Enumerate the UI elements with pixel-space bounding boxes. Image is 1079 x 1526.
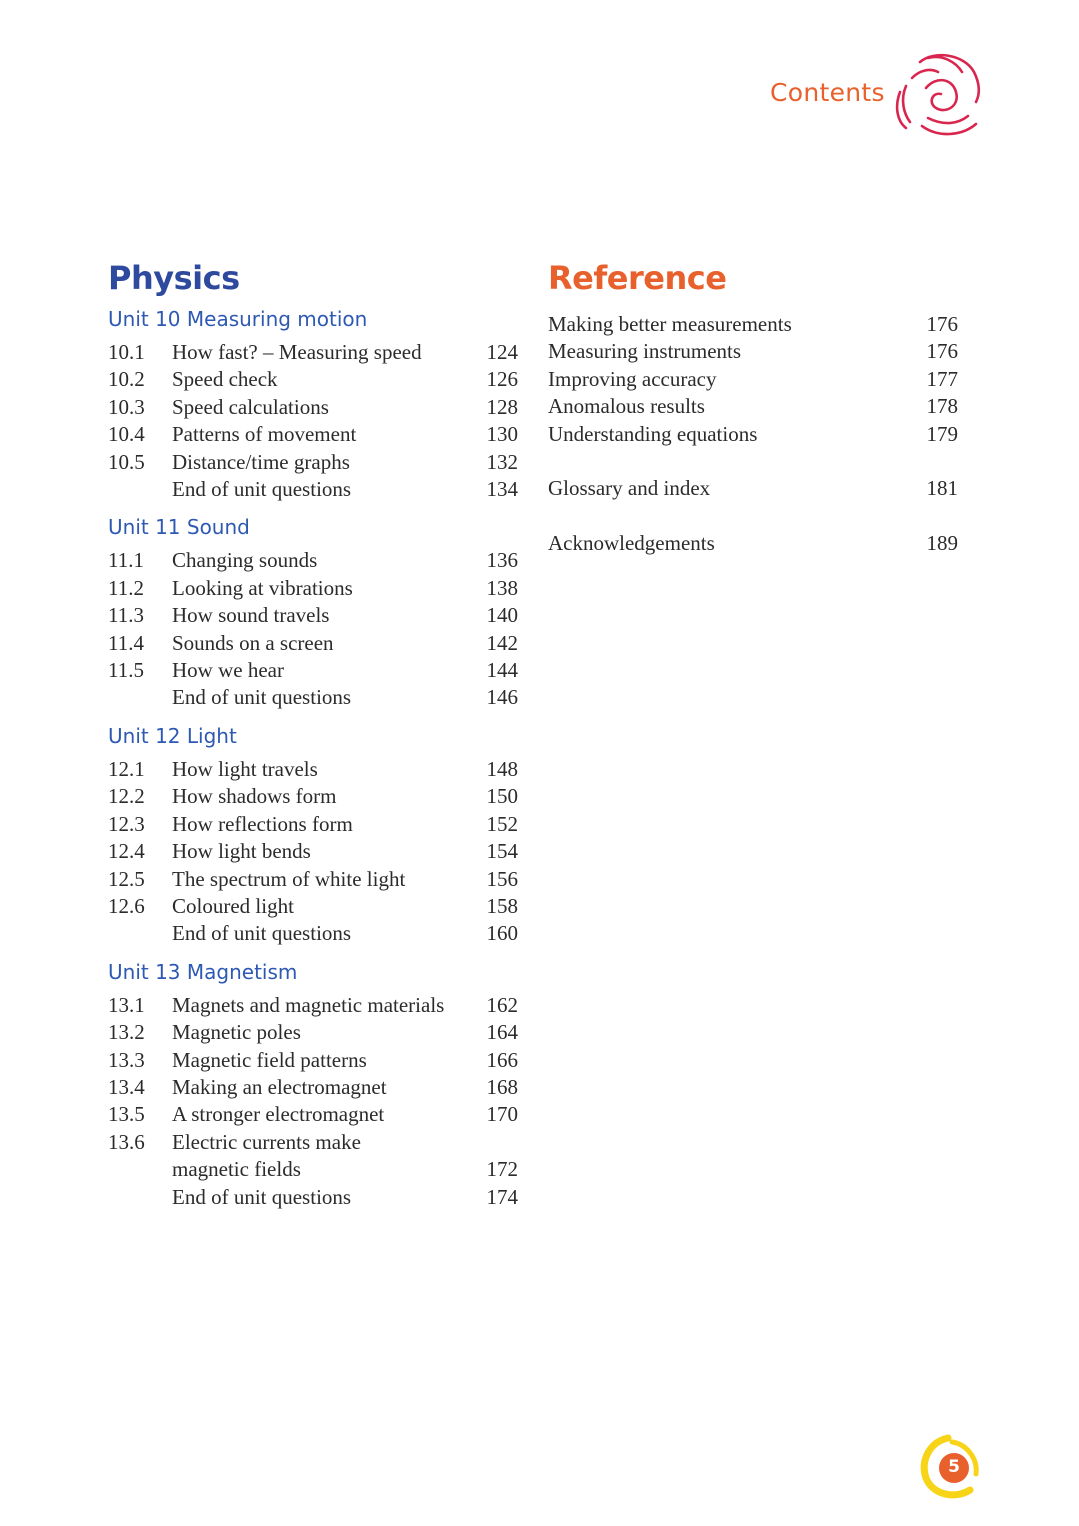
toc-title: End of unit questions [172, 477, 352, 502]
toc-num [108, 476, 172, 503]
unit-block [108, 305, 518, 503]
toc-num: 12.2 [108, 784, 145, 809]
toc-row[interactable] [108, 421, 518, 448]
toc-title: Patterns of movement [172, 422, 357, 447]
reference-page: 176 [926, 312, 958, 336]
reference-row[interactable] [548, 366, 958, 393]
page-number: 5 [948, 1457, 960, 1477]
toc-num: 12.6 [108, 893, 145, 918]
toc-num [108, 1156, 172, 1183]
toc-title: Coloured light [172, 893, 294, 918]
toc-num: 10.1 [108, 340, 145, 364]
toc-title: Looking at vibrations [172, 575, 353, 600]
toc-num: 13.1 [108, 992, 145, 1017]
toc-page: 166 [486, 1047, 518, 1072]
toc-num: 10.4 [108, 422, 145, 447]
toc-title: Changing sounds [172, 548, 318, 573]
toc-row[interactable] [108, 920, 518, 947]
toc-row[interactable] [108, 1101, 518, 1128]
toc-title: How light travels [172, 756, 318, 781]
reference-column [548, 255, 958, 558]
toc-page: 140 [486, 603, 518, 628]
toc-num: 11.4 [108, 630, 144, 655]
reference-title: Understanding equations [548, 421, 758, 446]
reference-row[interactable] [548, 311, 958, 338]
toc-title: Sounds on a screen [172, 630, 334, 655]
toc-title: Magnets and magnetic materials [172, 992, 445, 1017]
toc-num: 11.1 [108, 548, 144, 573]
unit-heading: Unit 11 Sound [108, 515, 250, 540]
toc-row[interactable] [108, 893, 518, 920]
toc-page: 148 [486, 756, 518, 781]
toc-title: Electric currents make [172, 1129, 361, 1154]
toc-page: 160 [486, 921, 518, 946]
glossary-page: 181 [926, 476, 958, 501]
toc-num: 13.6 [108, 1129, 145, 1154]
toc-page: 138 [486, 575, 518, 600]
toc-title: Magnetic poles [172, 1020, 301, 1045]
toc-row[interactable] [108, 449, 518, 476]
toc-title: Magnetic field patterns [172, 1047, 367, 1072]
toc-page: 170 [486, 1102, 518, 1127]
toc-num [108, 920, 172, 947]
toc-row[interactable] [108, 394, 518, 421]
reference-title: Improving accuracy [548, 366, 717, 391]
toc-page: 130 [486, 422, 518, 447]
reference-row[interactable] [548, 421, 958, 448]
toc-page: 134 [486, 477, 518, 502]
physics-units [108, 305, 518, 1211]
toc-row[interactable] [108, 602, 518, 629]
toc-page: 136 [486, 548, 518, 573]
toc-page: 168 [486, 1074, 518, 1099]
toc-page: 162 [486, 992, 518, 1017]
reference-page: 179 [926, 421, 958, 446]
toc-title: How shadows form [172, 784, 337, 809]
toc-row[interactable] [108, 992, 518, 1019]
reference-page: 178 [926, 394, 958, 419]
toc-row[interactable] [108, 1047, 518, 1074]
toc-num: 11.5 [108, 658, 144, 683]
reference-row[interactable] [548, 393, 958, 420]
contents-title: Contents [770, 78, 885, 107]
toc-num: 11.2 [108, 575, 144, 600]
acknowledgements-title: Acknowledgements [548, 531, 715, 556]
physics-title: Physics [108, 259, 240, 297]
acknowledgements-row[interactable] [548, 530, 958, 557]
toc-page: 174 [486, 1184, 518, 1209]
toc-title: End of unit questions [172, 685, 352, 710]
toc-title: magnetic fields [172, 1157, 301, 1182]
toc-num: 11.3 [108, 603, 144, 628]
toc-title: Speed check [172, 367, 278, 392]
toc-num: 10.2 [108, 367, 145, 392]
physics-column [108, 255, 518, 1221]
toc-page: 156 [486, 866, 518, 891]
toc-row[interactable] [108, 547, 518, 574]
toc-num: 12.1 [108, 756, 145, 781]
reference-title: Measuring instruments [548, 339, 742, 364]
unit-block [108, 722, 518, 948]
toc-title: The spectrum of white light [172, 866, 406, 891]
toc-row[interactable] [108, 630, 518, 657]
toc-page: 128 [486, 394, 518, 419]
toc-row[interactable] [108, 783, 518, 810]
toc-title: End of unit questions [172, 1184, 352, 1209]
unit-heading: Unit 10 Measuring motion [108, 307, 368, 331]
toc-row[interactable] [108, 1184, 518, 1211]
toc-title: Distance/time graphs [172, 449, 350, 474]
reference-title: Anomalous results [548, 394, 705, 419]
toc-row[interactable] [108, 684, 518, 711]
toc-page: 146 [486, 685, 518, 710]
toc-num: 12.5 [108, 866, 145, 891]
toc-page: 158 [486, 893, 518, 918]
toc-num: 10.3 [108, 394, 145, 419]
toc-row[interactable] [108, 575, 518, 602]
toc-num [108, 684, 172, 711]
toc-row[interactable] [108, 756, 518, 783]
unit-block [108, 958, 518, 1211]
toc-page: 172 [486, 1157, 518, 1182]
toc-page: 144 [486, 658, 518, 683]
toc-num: 13.3 [108, 1047, 145, 1072]
toc-row[interactable] [108, 1129, 518, 1156]
toc-page: 124 [486, 340, 518, 364]
unit-heading: Unit 13 Magnetism [108, 959, 298, 984]
reference-row[interactable] [548, 338, 958, 365]
toc-page: 154 [486, 839, 518, 864]
reference-page: 176 [926, 339, 958, 364]
toc-page: 126 [486, 367, 518, 392]
toc-row[interactable] [108, 476, 518, 503]
reference-title: Making better measurements [548, 312, 792, 336]
toc-title: How reflections form [172, 811, 353, 836]
toc-num: 10.5 [108, 449, 145, 474]
glossary-row[interactable] [548, 475, 958, 502]
toc-title: End of unit questions [172, 921, 352, 946]
toc-title: A stronger electromagnet [172, 1102, 385, 1127]
unit-block [108, 513, 518, 711]
toc-num: 12.3 [108, 811, 145, 836]
toc-title: How we hear [172, 658, 284, 683]
toc-row[interactable] [108, 838, 518, 865]
toc-page: 164 [486, 1020, 518, 1045]
reference-page: 177 [926, 366, 958, 391]
toc-row[interactable] [108, 811, 518, 838]
unit-heading: Unit 12 Light [108, 723, 237, 748]
toc-num: 13.4 [108, 1074, 145, 1099]
toc-title: How sound travels [172, 603, 330, 628]
toc-row[interactable] [108, 339, 518, 366]
toc-row[interactable] [108, 366, 518, 393]
reference-title: Reference [548, 259, 727, 297]
glossary-title: Glossary and index [548, 476, 711, 501]
toc-page: 150 [486, 784, 518, 809]
reference-list [548, 311, 958, 558]
toc-num [108, 1184, 172, 1211]
toc-page: 142 [486, 630, 518, 655]
toc-row[interactable] [108, 1074, 518, 1101]
toc-row[interactable] [108, 866, 518, 893]
swirl-icon [886, 48, 986, 144]
toc-row[interactable] [108, 1156, 518, 1183]
toc-title: Speed calculations [172, 394, 329, 419]
toc-title: How fast? – Measuring speed [172, 340, 422, 364]
acknowledgements-page: 189 [926, 531, 958, 556]
toc-page: 132 [486, 449, 518, 474]
toc-num: 13.2 [108, 1020, 145, 1045]
toc-page [478, 1129, 518, 1156]
toc-title: Making an electromagnet [172, 1074, 387, 1099]
toc-num: 12.4 [108, 839, 145, 864]
toc-title: How light bends [172, 839, 311, 864]
toc-num: 13.5 [108, 1102, 145, 1127]
toc-row[interactable] [108, 657, 518, 684]
toc-row[interactable] [108, 1019, 518, 1046]
toc-page: 152 [486, 811, 518, 836]
